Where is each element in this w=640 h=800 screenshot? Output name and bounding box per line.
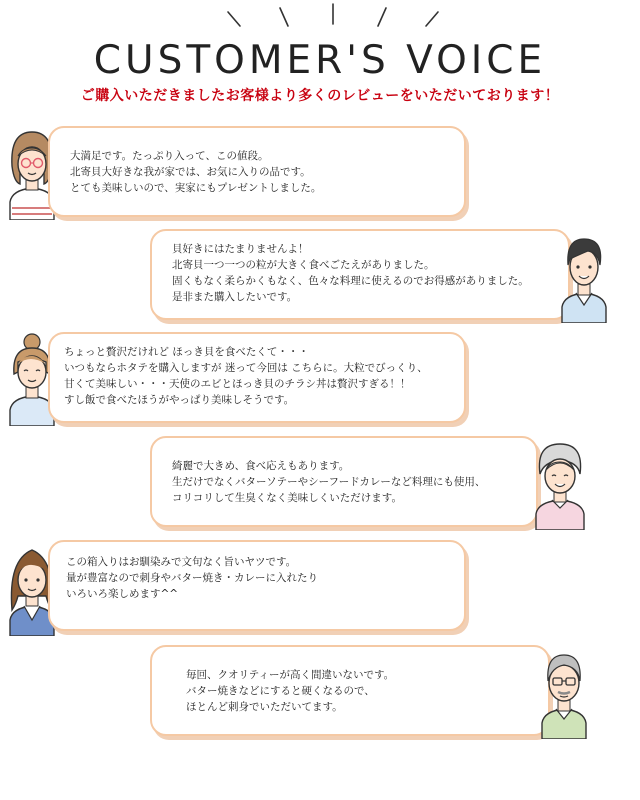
- review-line: とても美味しいので、実家にもプレゼントしました。: [70, 182, 322, 194]
- review-line: 綺麗で大きめ、食べ応えもあります。: [172, 460, 350, 472]
- review-line: すし飯で食べたほうがやっぱり美味しそうです。: [64, 394, 295, 406]
- review-line: 量が豊富なので刺身やバター焼き・カレーに入れたり: [66, 572, 318, 584]
- review-line: 貝好きにはたまりませんよ！: [172, 243, 309, 255]
- review-line: いろいろ楽しめます^^: [66, 588, 179, 600]
- elderly-man-glasses-icon: [536, 645, 592, 739]
- review-line: この箱入りはお馴染みで文句なく旨いヤツです。: [66, 556, 297, 568]
- review-line: いつもならホタテを購入しますが 迷って今回は こちらに。大粒でびっくり、: [64, 362, 428, 374]
- decorative-rays-icon: [0, 0, 640, 40]
- review-line: 生だけでなくバターソテーやシーフードカレーなど料理にも使用、: [172, 476, 486, 488]
- review-bubble-3: [48, 332, 466, 423]
- review-line: バター焼きなどにすると硬くなるので、: [186, 685, 375, 697]
- review-line: 北寄貝大好きな我が家では、お気に入りの品です。: [70, 166, 311, 178]
- review-line: ほとんど刺身でいただいてます。: [186, 701, 343, 713]
- review-line: コリコリして生臭くなく美味しくいただけます。: [172, 492, 402, 504]
- review-bubble-4: [150, 436, 538, 527]
- review-line: ちょっと贅沢だけれど ほっき貝を食べたくて・・・: [64, 346, 309, 358]
- review-bubble-2: [150, 229, 570, 320]
- young-man-icon: [556, 229, 612, 323]
- review-bubble-1: [48, 126, 466, 217]
- review-line: 甘くて美味しい・・・天使のエビとほっき貝のチラシ丼は贅沢すぎる！！: [64, 378, 411, 390]
- review-line: 大満足です。たっぷり入って、この値段。: [70, 150, 269, 162]
- review-bubble-6: [150, 645, 550, 736]
- review-line: 固くもなく柔らかくもなく、色々な料理に使えるのでお得感がありました。: [172, 275, 529, 287]
- page-subtitle: ご購入いただきましたお客様より多くのレビューをいただいております！: [80, 88, 560, 104]
- elderly-woman-icon: [530, 436, 590, 530]
- review-line: 是非また購入したいです。: [172, 291, 298, 303]
- review-line: 毎回、クオリティーが高く間違いないです。: [186, 669, 395, 681]
- review-line: 北寄貝一つ一つの粒が大きく食べごたえがありました。: [172, 259, 435, 271]
- review-bubble-5: [48, 540, 466, 631]
- page-title: CUSTOMER'S VOICE: [93, 38, 547, 83]
